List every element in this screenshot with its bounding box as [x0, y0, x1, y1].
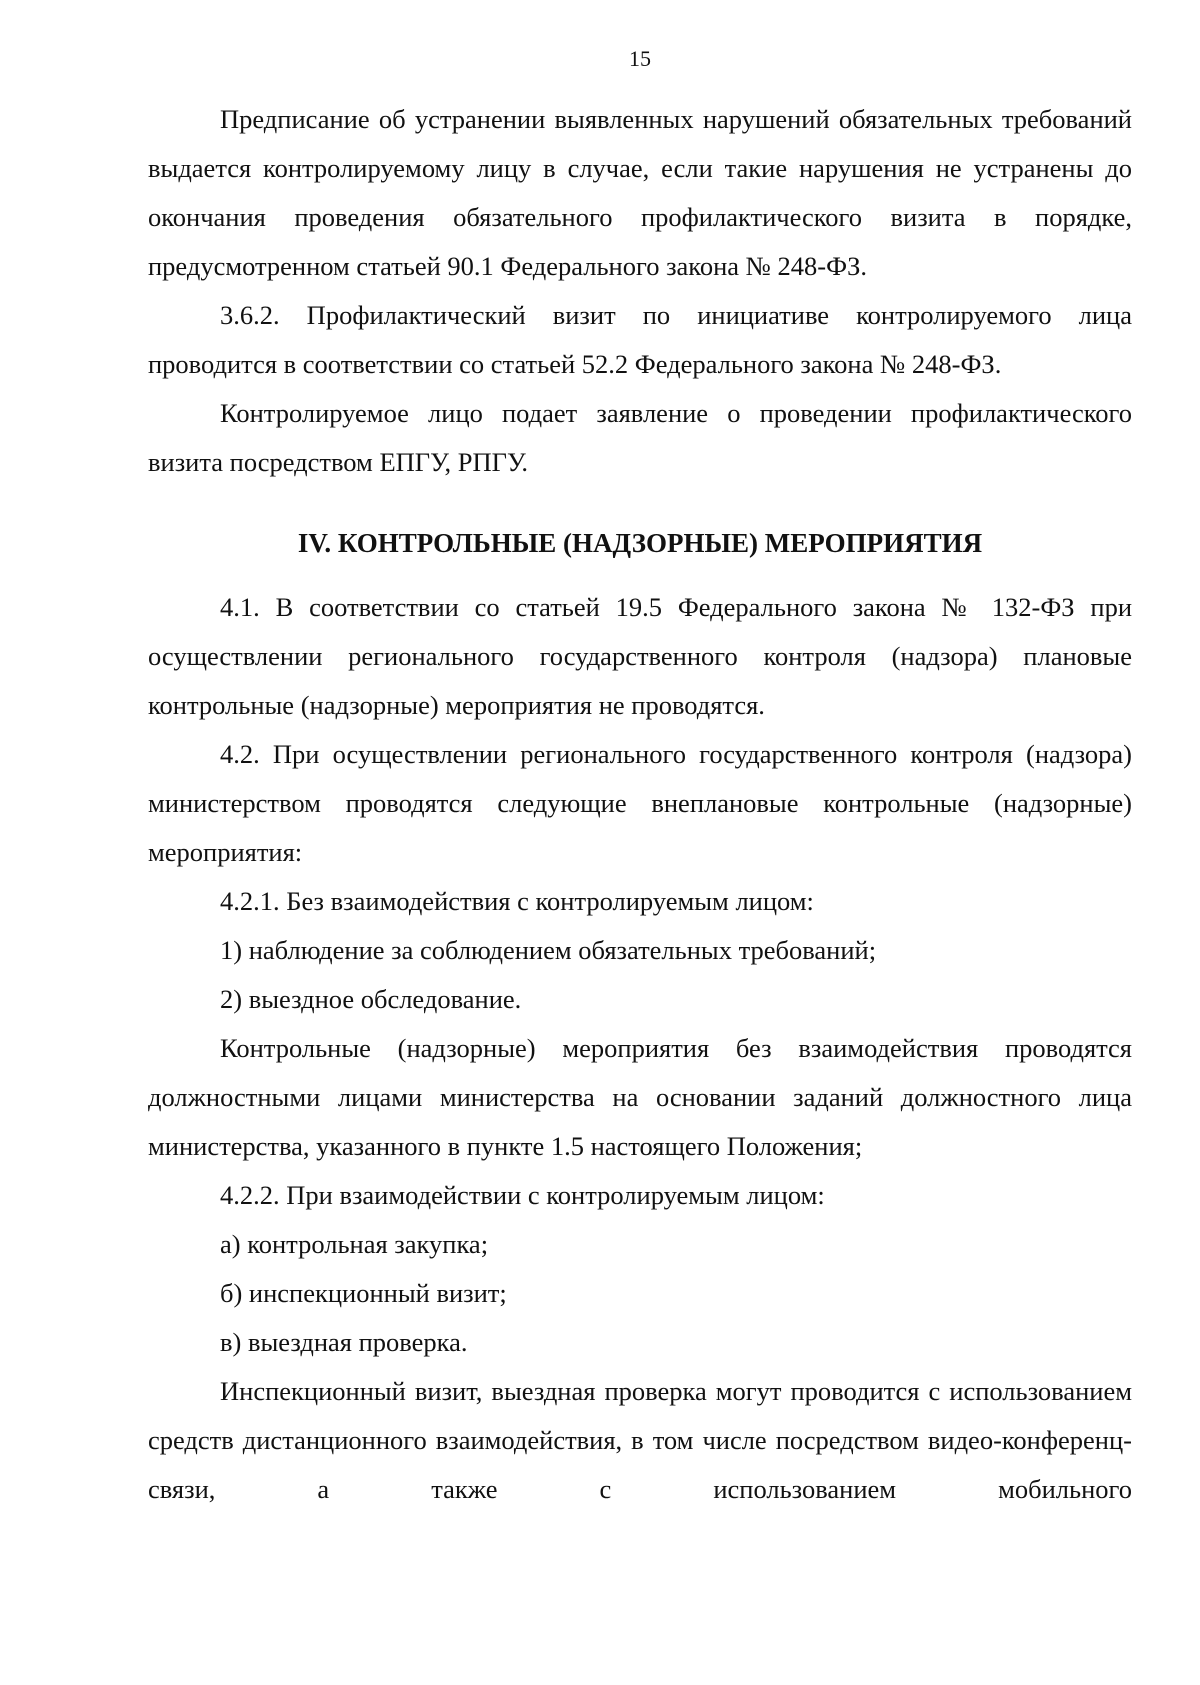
- document-body: [148, 95, 1132, 1514]
- list-item-control-purchase: а) контрольная закупка;: [220, 1229, 489, 1259]
- page-number: 15: [629, 46, 651, 71]
- list-item-inspection-visit: б) инспекционный визит;: [220, 1278, 507, 1308]
- paragraph-prescription: Предписание об устранении выявленных нарушений обязательных требований выдается контролируемому лицу в случае, если такие нарушения не устранены до окончания проведения обязательного профилактического визита в порядке, предусмотренном статьей 90.1 Федерального закона № 248-ФЗ.: [148, 104, 1132, 281]
- list-item-observation: 1) наблюдение за соблюдением обязательных требований;: [220, 935, 877, 965]
- paragraph-4-2: 4.2. При осуществлении регионального государственного контроля (надзора) министерством проводятся следующие внеплановые контрольные (надзорные) мероприятия:: [148, 739, 1132, 867]
- paragraph-4-2-2: 4.2.2. При взаимодействии с контролируемым лицом:: [220, 1180, 825, 1210]
- paragraph-application: Контролируемое лицо подает заявление о проведении профилактического визита посредством ЕПГУ, РПГУ.: [148, 398, 1132, 477]
- paragraph-without-interaction: Контрольные (надзорные) мероприятия без взаимодействия проводятся должностными лицами министерства на основании заданий должностного лица министерства, указанного в пункте 1.5 настоящего Положения;: [148, 1033, 1132, 1161]
- paragraph-remote-interaction: Инспекционный визит, выездная проверка могут проводится с использованием средств дистанционного взаимодействия, в том числе посредством видео-конференц-связи, а также с использованием мобильного: [148, 1376, 1132, 1504]
- section-heading: IV. КОНТРОЛЬНЫЕ (НАДЗОРНЫЕ) МЕРОПРИЯТИЯ: [297, 528, 983, 558]
- list-item-field-inspection: в) выездная проверка.: [220, 1327, 468, 1357]
- list-item-field-survey: 2) выездное обследование.: [220, 984, 522, 1014]
- paragraph-4-2-1: 4.2.1. Без взаимодействия с контролируемым лицом:: [220, 886, 814, 916]
- paragraph-3-6-2: 3.6.2. Профилактический визит по инициативе контролируемого лица проводится в соответствии со статьей 52.2 Федерального закона № 248-ФЗ.: [148, 300, 1132, 379]
- paragraph-4-1: 4.1. В соответствии со статьей 19.5 Федерального закона № 132-ФЗ при осуществлении регионального государственного контроля (надзора) плановые контрольные (надзорные) мероприятия не проводятся.: [148, 592, 1132, 720]
